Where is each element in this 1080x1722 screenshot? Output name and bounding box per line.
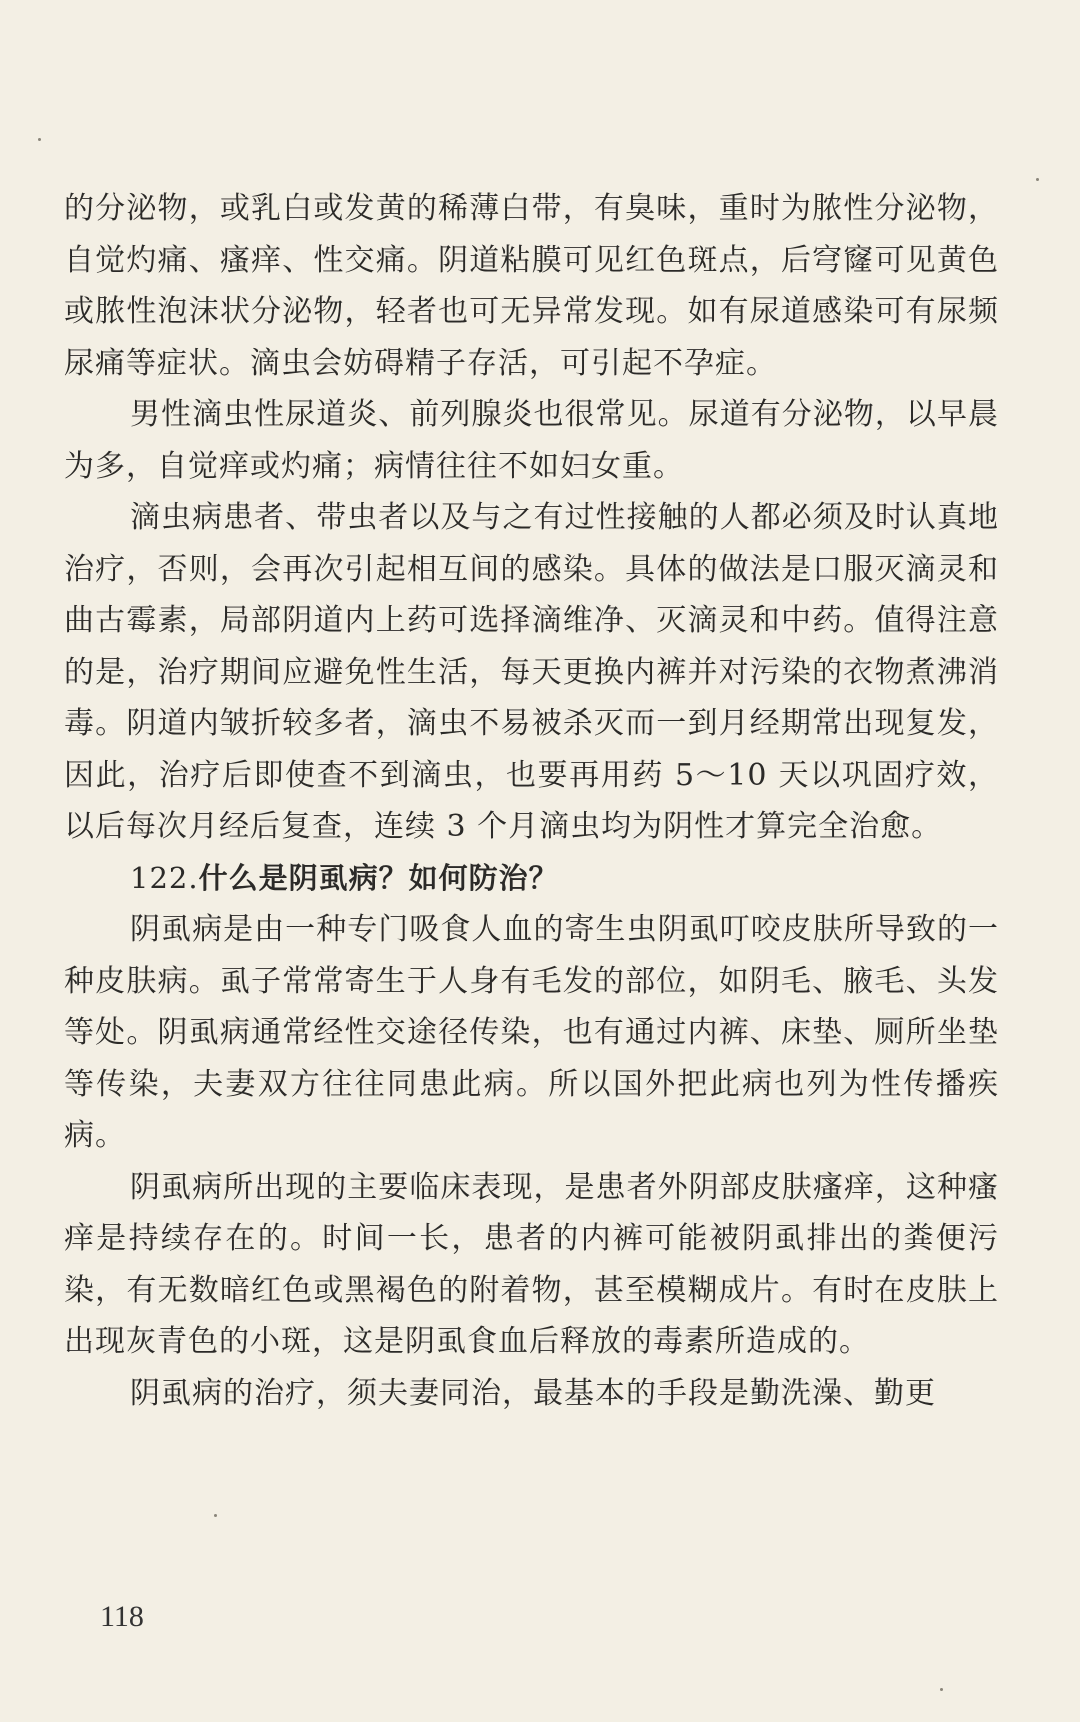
paper-speck (38, 138, 41, 141)
paragraph: 滴虫病患者、带虫者以及与之有过性接触的人都必须及时认真地治疗，否则，会再次引起相互间的感染。具体的做法是口服灭滴灵和曲古霉素，局部阴道内上药可选择滴维净、灭滴灵和中药。值得注意的是，治疗期间应避免性生活，每天更换内裤并对污染的衣物煮沸消毒。阴道内皱折较多者，滴虫不易被杀灭而一到月经期常出现复发，因此，治疗后即使查不到滴虫，也要再用药 5～10 天以巩固疗效，以后每次月经后复查，连续 3 个月滴虫均为阴性才算完全治愈。 (64, 500, 999, 844)
paragraph: 阴虱病所出现的主要临床表现，是患者外阴部皮肤瘙痒，这种瘙痒是持续存在的。时间一长，患者的内裤可能被阴虱排出的粪便污染，有无数暗红色或黑褐色的附着物，甚至模糊成片。有时在皮肤上出现灰青色的小斑，这是阴虱食血后释放的毒素所造成的。 (64, 1169, 999, 1359)
section-heading (64, 853, 999, 905)
paragraph: 阴虱病的治疗，须夫妻同治，最基本的手段是勤洗澡、勤更 (130, 1375, 936, 1411)
page-body (64, 183, 999, 1419)
paper-speck (1036, 178, 1039, 181)
paper-speck (940, 1688, 943, 1691)
paper-speck (214, 1514, 217, 1517)
section-number: 122. (130, 860, 199, 895)
page-number: 118 (100, 1600, 144, 1633)
paragraph: 的分泌物，或乳白或发黄的稀薄白带，有臭味，重时为脓性分泌物，自觉灼痛、瘙痒、性交痛。阴道粘膜可见红色斑点，后穹窿可见黄色或脓性泡沫状分泌物，轻者也可无异常发现。如有尿道感染可有尿频尿痛等症状。滴虫会妨碍精子存活，可引起不孕症。 (64, 191, 999, 381)
paragraph: 阴虱病是由一种专门吸食人血的寄生虫阴虱叮咬皮肤所导致的一种皮肤病。虱子常常寄生于人身有毛发的部位，如阴毛、腋毛、头发等处。阴虱病通常经性交途径传染，也有通过内裤、床垫、厕所坐垫等传染，夫妻双方往往同患此病。所以国外把此病也列为性传播疾病。 (64, 912, 999, 1153)
section-title: 什么是阴虱病？如何防治？ (198, 860, 559, 895)
paragraph: 男性滴虫性尿道炎、前列腺炎也很常见。尿道有分泌物，以早晨为多，自觉痒或灼痛；病情往往不如妇女重。 (64, 397, 999, 484)
